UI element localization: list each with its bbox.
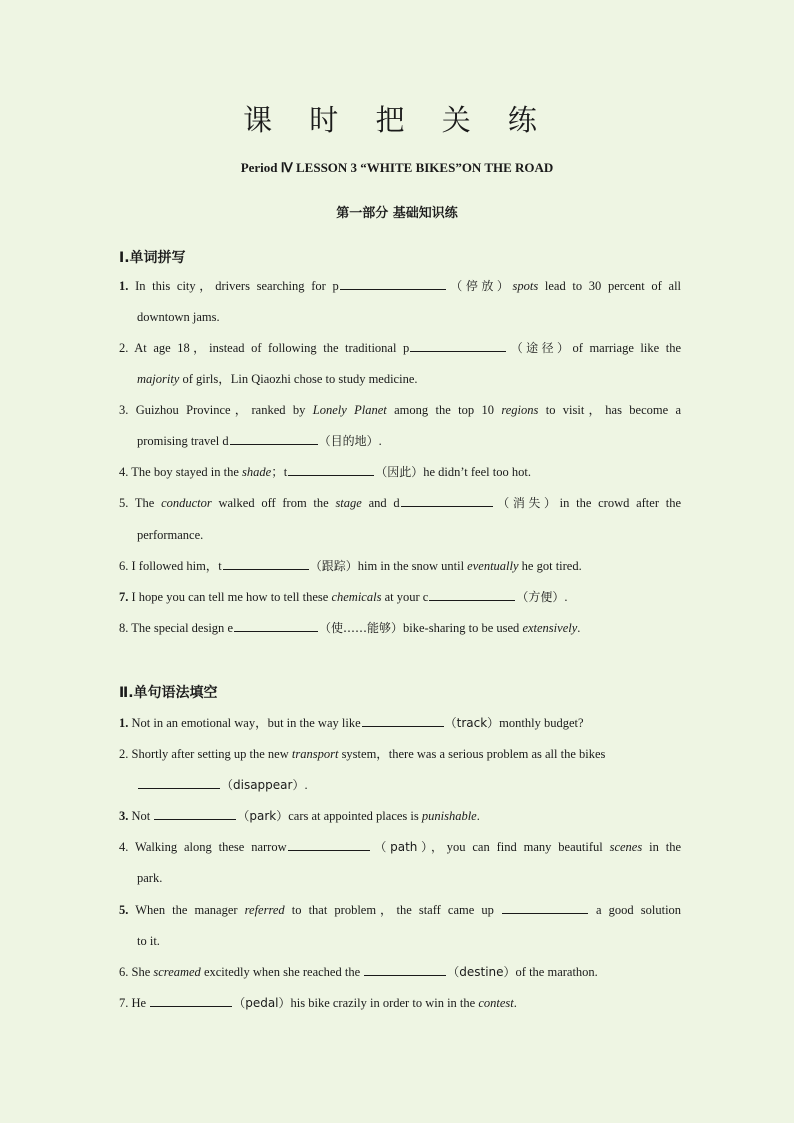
- question-2-line: 2. At age 18，instead of following the traditional p （途径）of marriage like the: [119, 341, 682, 355]
- question-number: 5.: [119, 903, 129, 917]
- question-number: 6.: [119, 559, 129, 573]
- page-title: 课 时 把 关 练: [243, 103, 551, 137]
- initial-letter: c: [422, 590, 429, 604]
- question-number: 7.: [119, 590, 129, 604]
- hint: （消失）: [493, 496, 560, 510]
- question-7-line: 7. He （pedal）his bike crazily in order to win in the contest.: [119, 996, 517, 1010]
- question-2-line: 2. Shortly after setting up the new transport system，there was a serious problem as all the bikes: [119, 747, 606, 761]
- question-number: 1.: [119, 716, 129, 730]
- hint: （跟踪）: [309, 559, 358, 573]
- question-number: 8.: [119, 621, 129, 635]
- hint: （目的地）: [318, 434, 379, 448]
- question-3-line: 3. Guizhou Province，ranked by Lonely Planet among the top 10 regions to visit，has become a: [119, 403, 682, 417]
- hint: （disappear）: [221, 778, 305, 792]
- question-4-line: 4. Walking along these narrow （path），you can find many beautiful scenes in the: [119, 840, 681, 854]
- question-number: 4.: [119, 465, 129, 479]
- question-2-cont: （disappear）.: [137, 777, 699, 793]
- answer-blank[interactable]: [230, 433, 318, 445]
- question-8-line: 8. The special design e （使……能够）bike-sharing to be used extensively.: [119, 621, 581, 635]
- initial-letter: e: [227, 621, 233, 635]
- question-6-line: 6. She screamed excitedly when she reached the （destine）of the marathon.: [119, 965, 598, 979]
- question-2-cont: majority of girls，Lin Qiaozhi chose to study medicine.: [137, 372, 418, 386]
- hint: （停放）: [446, 279, 513, 293]
- hint: （因此）: [375, 465, 424, 479]
- question-1-line: 1. Not in an emotional way，but in the way like （track）monthly budget?: [119, 716, 584, 730]
- answer-blank[interactable]: [138, 777, 220, 789]
- question-4-line: 4. The boy stayed in the shade；t （因此）he didn’t feel too hot.: [119, 465, 531, 479]
- initial-letter: t: [283, 465, 288, 479]
- question-5-line: 5. When the manager referred to that problem，the staff came up a good solution: [119, 903, 682, 917]
- answer-blank[interactable]: [362, 715, 444, 727]
- hint: （途径）: [507, 341, 573, 355]
- section-heading-spelling: Ⅰ.单词拼写: [119, 250, 186, 266]
- initial-letter: d: [393, 496, 400, 510]
- hint: （pedal）: [233, 996, 291, 1010]
- answer-blank[interactable]: [288, 839, 370, 851]
- question-number: 2.: [119, 341, 129, 355]
- hint: （destine）: [447, 965, 516, 979]
- question-6-line: 6. I followed him，t （跟踪）him in the snow until eventually he got tired.: [119, 559, 582, 573]
- hint: （使……能够）: [319, 621, 404, 635]
- answer-blank[interactable]: [401, 495, 493, 507]
- hint: （track）: [444, 716, 500, 730]
- question-number: 1.: [119, 279, 129, 293]
- answer-blank[interactable]: [234, 620, 318, 632]
- hint: （park）: [237, 809, 289, 823]
- hint: （path），: [370, 840, 447, 854]
- question-1-line: 1. In this city，drivers searching for p （停放）spots lead to 30 percent of all: [119, 279, 682, 293]
- part-heading: 第一部分 基础知识练: [336, 206, 458, 221]
- question-number: 3.: [119, 403, 129, 417]
- question-3-line: 3. Not （park）cars at appointed places is punishable.: [119, 809, 480, 823]
- question-4-cont: park.: [137, 871, 163, 885]
- answer-blank[interactable]: [364, 964, 446, 976]
- question-number: 6.: [119, 965, 129, 979]
- question-number: 4.: [119, 840, 129, 854]
- question-number: 5.: [119, 496, 129, 510]
- initial-letter: p: [332, 279, 339, 293]
- answer-blank[interactable]: [429, 589, 515, 601]
- question-5-cont: performance.: [137, 528, 204, 542]
- initial-letter: d: [222, 434, 229, 448]
- question-number: 3.: [119, 809, 129, 823]
- question-5-line: 5. The conductor walked off from the stage and d （消失）in the crowd after the: [119, 496, 681, 510]
- answer-blank[interactable]: [502, 902, 588, 914]
- question-3-cont: promising travel d （目的地）.: [137, 434, 382, 448]
- answer-blank[interactable]: [340, 278, 446, 290]
- initial-letter: p: [403, 341, 410, 355]
- question-1-cont: downtown jams.: [137, 310, 220, 324]
- answer-blank[interactable]: [223, 558, 309, 570]
- question-5-cont: to it.: [137, 934, 160, 948]
- question-number: 2.: [119, 747, 129, 761]
- answer-blank[interactable]: [288, 464, 374, 476]
- lesson-subtitle: Period Ⅳ LESSON 3 “WHITE BIKES”ON THE ROAD: [240, 160, 554, 175]
- answer-blank[interactable]: [150, 995, 232, 1007]
- hint: （方便）: [516, 590, 565, 604]
- initial-letter: t: [218, 559, 222, 573]
- question-7-line: 7. I hope you can tell me how to tell these chemicals at your c （方便）.: [119, 590, 568, 604]
- answer-blank[interactable]: [410, 340, 506, 352]
- question-number: 7.: [119, 996, 129, 1010]
- section-heading-grammar: Ⅱ.单句语法填空: [119, 685, 218, 701]
- answer-blank[interactable]: [154, 808, 236, 820]
